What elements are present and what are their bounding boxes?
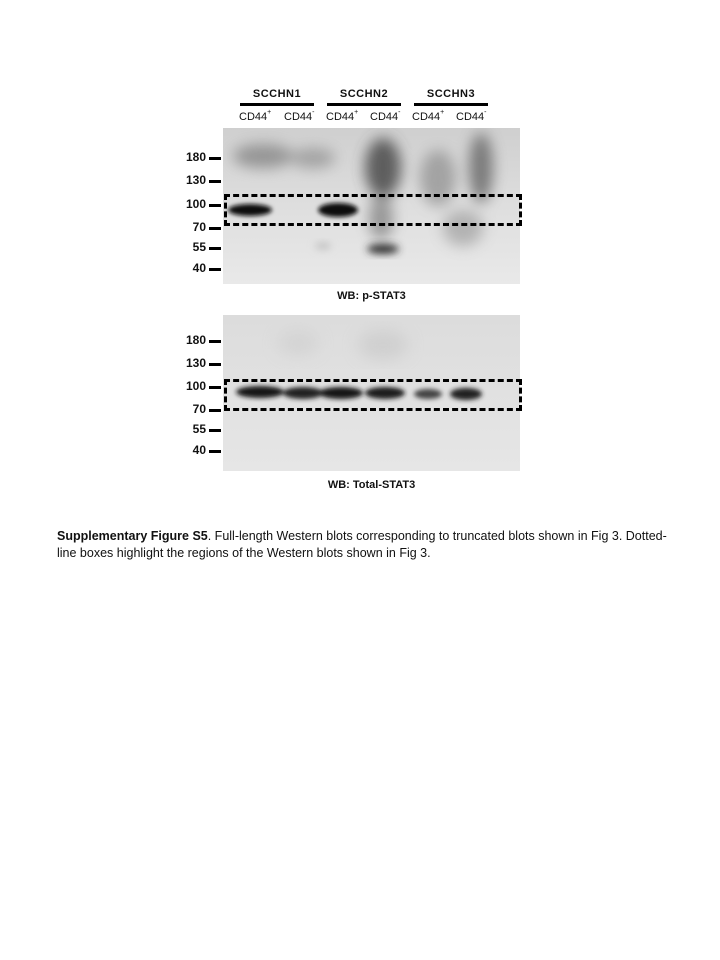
- lane-label: CD44+: [326, 109, 359, 123]
- marker-label-70: 70: [192, 220, 206, 234]
- marker-label-180: 180: [185, 150, 206, 164]
- marker-tick: [209, 268, 221, 271]
- lane-label: CD44+: [412, 109, 445, 123]
- marker-tick: [209, 363, 221, 366]
- marker-tick: [209, 340, 221, 343]
- marker-tick: [209, 386, 221, 389]
- marker-tick: [209, 157, 221, 160]
- marker-tick: [209, 227, 221, 230]
- group-label-scchn3: SCCHN3: [426, 88, 476, 100]
- marker-label-100: 100: [185, 197, 206, 211]
- smear: [278, 331, 318, 355]
- smear: [233, 144, 293, 168]
- marker-label-70: 70: [192, 402, 206, 416]
- marker-label-55: 55: [192, 422, 206, 436]
- marker-tick: [209, 409, 221, 412]
- marker-label-55: 55: [192, 240, 206, 254]
- group-bar-scchn3: [414, 103, 488, 106]
- lane-label: CD44-: [456, 109, 487, 123]
- band: [315, 243, 331, 249]
- marker-label-130: 130: [185, 173, 206, 187]
- caption-title: Supplementary Figure S5: [57, 529, 208, 543]
- smear: [365, 138, 401, 198]
- smear: [358, 330, 408, 360]
- marker-label-40: 40: [192, 443, 206, 457]
- caption-text: . Full-length Western blots corresponding to truncated blots shown in Fig 3. Dotted-line boxes highlight the regions of the Western blots shown in Fig 3.: [57, 529, 667, 560]
- lane-label: CD44+: [239, 109, 272, 123]
- group-bar-scchn2: [327, 103, 401, 106]
- band: [367, 244, 399, 254]
- marker-label-100: 100: [185, 379, 206, 393]
- blot1-label: WB: p-STAT3: [337, 290, 406, 302]
- group-bar-scchn1: [240, 103, 314, 106]
- blot2-label: WB: Total-STAT3: [327, 479, 416, 491]
- marker-tick: [209, 204, 221, 207]
- highlight-box: [224, 379, 522, 411]
- group-label-scchn1: SCCHN1: [252, 88, 302, 100]
- marker-tick: [209, 429, 221, 432]
- marker-tick: [209, 247, 221, 250]
- marker-label-40: 40: [192, 261, 206, 275]
- smear: [291, 148, 335, 168]
- lane-label: CD44-: [370, 109, 401, 123]
- marker-tick: [209, 450, 221, 453]
- smear: [469, 133, 493, 203]
- marker-tick: [209, 180, 221, 183]
- highlight-box: [224, 194, 522, 226]
- lane-label: CD44-: [284, 109, 315, 123]
- group-label-scchn2: SCCHN2: [339, 88, 389, 100]
- marker-label-130: 130: [185, 356, 206, 370]
- figure-caption: [57, 528, 677, 562]
- marker-label-180: 180: [185, 333, 206, 347]
